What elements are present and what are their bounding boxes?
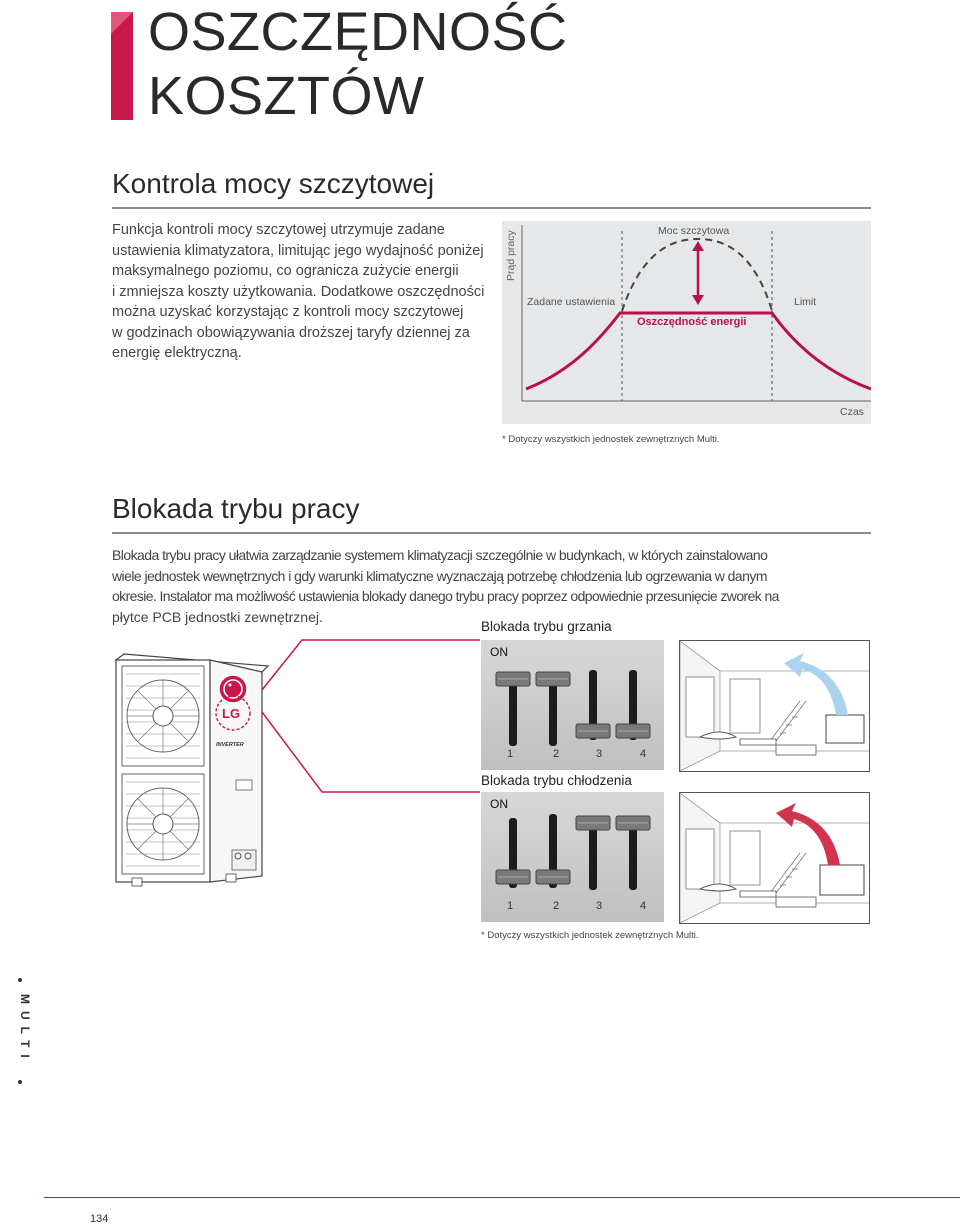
paragraph-line: i zmniejsza koszty użytkowania. Dodatkowe oszczędności	[112, 283, 485, 300]
page-number: 134	[90, 1213, 109, 1225]
peak-power-diagram-svg	[502, 221, 871, 424]
paragraph-line: Blokada trybu pracy ułatwia zarządzanie systemem klimatyzacji szczególnie w budynkach, w których zainstalowano	[112, 547, 768, 563]
heating-switch-number: 1	[507, 748, 514, 760]
side-tag-multi	[10, 972, 32, 1092]
peak-control-description	[112, 220, 492, 364]
title-accent-bar	[111, 12, 133, 120]
savings-arrow-head-up	[692, 241, 704, 251]
page-title-line-1: OSZCZĘDNOŚĆ	[148, 2, 568, 62]
footer-rule	[44, 1197, 960, 1198]
heating-dip-switch-panel	[481, 640, 664, 770]
outdoor-unit-illustration	[112, 652, 272, 892]
heating-switch-number: 4	[640, 748, 647, 760]
connector-lines	[262, 630, 482, 860]
section-rule	[112, 532, 871, 534]
footnote-peak: * Dotyczy wszystkich jednostek zewnętrznych Multi.	[502, 434, 720, 445]
unit-brand-text: LG	[222, 706, 241, 721]
paragraph-line: w godzinach obowiązywania droższej taryfy dziennej za	[112, 324, 470, 341]
side-tag-text: MULTI	[18, 994, 32, 1065]
heat-airflow-arrow-icon	[784, 653, 848, 715]
limit-label: Limit	[794, 296, 817, 308]
cooling-switch-2	[536, 814, 570, 888]
section-heading-peak-control: Kontrola mocy szczytowej	[112, 168, 435, 199]
section-heading-mode-lock: Blokada trybu pracy	[112, 493, 360, 524]
paragraph-line: można uzyskać korzystając z kontroli mocy szczytowej	[112, 304, 464, 320]
cooling-indoor-unit	[820, 865, 864, 895]
mode-lock-description	[112, 545, 872, 627]
cooling-switch-number: 1	[507, 900, 514, 912]
paragraph-line: wiele jednostek wewnętrznych i gdy warunki klimatyczne wyznaczają potrzebę chłodzenia lub ogrzewania w danym	[112, 567, 767, 584]
cooling-lock-label: Blokada trybu chłodzenia	[481, 773, 632, 788]
cooling-switch-3	[576, 816, 610, 890]
cooling-switch-1	[496, 818, 530, 888]
footnote-mode-lock: * Dotyczy wszystkich jednostek zewnętrznych Multi.	[481, 930, 699, 941]
heating-switch-3	[576, 670, 610, 740]
paragraph-line: okresie. Instalator ma możliwość ustawienia blokady danego trybu pracy poprzez odpowiednie przesunięcie zworek na	[112, 588, 779, 604]
heating-switch-number: 3	[596, 748, 603, 760]
heating-switch-number: 2	[553, 748, 560, 760]
y-axis-label: Prąd pracy	[505, 230, 517, 281]
setpoint-label: Zadane ustawienia	[527, 296, 616, 308]
cooling-on-label: ON	[490, 797, 508, 811]
page-title-line-2: KOSZTÓW	[148, 66, 425, 126]
side-tag-dot	[18, 1080, 22, 1084]
x-axis-label: Czas	[840, 406, 864, 418]
cooling-switch-number: 4	[640, 900, 647, 912]
heating-switch-4	[616, 670, 650, 740]
savings-arrow-head-down	[692, 295, 704, 305]
heating-switch-1	[496, 672, 530, 746]
section-rule	[112, 207, 871, 209]
heating-lock-label: Blokada trybu grzania	[481, 619, 612, 634]
unit-model-text: INVERTER	[216, 742, 244, 748]
connector-cooling	[262, 712, 480, 792]
peak-label: Moc szczytowa	[658, 225, 730, 237]
cooling-switch-number: 2	[553, 900, 560, 912]
side-tag-dot	[18, 978, 22, 982]
outdoor-unit-svg	[112, 652, 272, 892]
cooling-switch-number: 3	[596, 900, 603, 912]
connector-heating	[262, 640, 480, 690]
paragraph-line: energię elektryczną.	[112, 345, 242, 361]
paragraph-line: ustawienia klimatyzatora, limitując jego wydajność poniżej	[112, 242, 484, 259]
heating-switch-2	[536, 672, 570, 746]
savings-label: Oszczędność energii	[637, 316, 747, 328]
heating-indoor-unit	[826, 715, 864, 743]
cooling-switch-4	[616, 816, 650, 890]
cooling-dip-switch-panel	[481, 792, 664, 922]
paragraph-line: Funkcja kontroli mocy szczytowej utrzymuje zadane	[112, 222, 445, 238]
cool-airflow-arrow-icon	[776, 803, 840, 865]
cooling-room-illustration	[679, 792, 870, 924]
heating-on-label: ON	[490, 645, 508, 659]
paragraph-line: maksymalnego poziomu, co ogranicza zużycie energii	[112, 263, 459, 279]
heating-room-illustration	[679, 640, 870, 772]
peak-power-diagram	[502, 221, 871, 424]
paragraph-line: płytce PCB jednostki zewnętrznej.	[112, 608, 323, 625]
